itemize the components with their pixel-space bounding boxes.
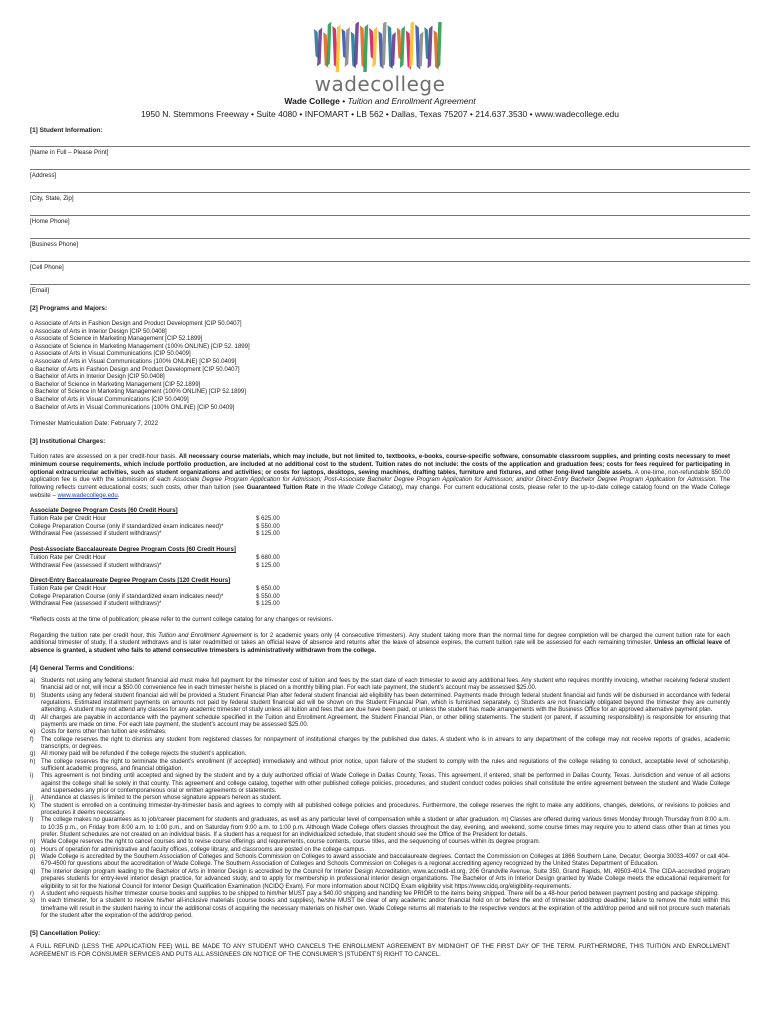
cost-item: Tuition Rate per Credit Hour <box>30 515 106 523</box>
term-text: The college reserves the right to terminate the student’s enrollment (if accepted) immediately and without prior notice, upon failure of the student to comply with the rules and regulations of the college relating to conduct, acceptable level of scholarship, sufficient academic progress, and financial obligation. <box>41 758 730 773</box>
cost-item: College Preparation Course (only if standardized exam indicates need)* <box>30 522 224 530</box>
cost-item: Withdrawal Fee (assessed if student withdraws)* <box>30 530 162 538</box>
program-option[interactable]: o Associate of Arts in Visual Communications (100% ONLINE) [CIP 50.0409] <box>30 357 237 365</box>
term-letter: g) <box>30 751 36 758</box>
cancellation-heading: [5] Cancellation Policy: <box>30 930 101 938</box>
student-info-field[interactable] <box>30 186 730 209</box>
term-letter: p) <box>30 854 36 861</box>
term-item <box>30 773 730 795</box>
term-item <box>30 817 730 839</box>
term-letter: b) <box>30 692 36 699</box>
cost-amount: $ 125.00 <box>256 600 280 608</box>
term-item <box>30 751 730 758</box>
cost-amount: $ 680.00 <box>256 553 280 561</box>
student-info-field[interactable] <box>30 209 730 232</box>
wade-college-logo <box>300 22 460 94</box>
term-text: A student who requests his/her trimester course books and supplies to be shipped to him/her MUST pay a $40.00 shipping and handling fee PRIOR to the items being shipped. There will be a 48-hour period between payment posting and package shipping. <box>41 890 719 897</box>
field-label: [Cell Phone] <box>30 264 64 271</box>
term-item <box>30 869 730 891</box>
student-info-field[interactable] <box>30 140 730 163</box>
logo-stripe <box>437 22 442 69</box>
term-item <box>30 759 730 774</box>
field-line <box>30 284 750 285</box>
program-option[interactable]: o Associate of Science in Marketing Management (100% ONLINE) [CIP 52. 1899] <box>30 342 250 350</box>
cost-row <box>30 530 290 538</box>
cost-table-heading: Direct-Entry Baccalaureate Degree Program Costs [120 Credit Hours] <box>30 577 231 585</box>
website-link[interactable]: www.wadecollege.edu <box>57 491 118 499</box>
term-letter: r) <box>30 890 34 897</box>
student-info-field[interactable] <box>30 232 730 255</box>
cost-row <box>30 585 290 593</box>
term-letter: o) <box>30 846 36 853</box>
student-info-heading: [1] Student Information: <box>30 127 103 134</box>
cost-amount: $ 550.00 <box>256 522 280 530</box>
cost-item: Withdrawal Fee (assessed if student withdraws)* <box>30 561 162 569</box>
terms-heading: [4] General Terms and Conditions: <box>30 664 135 672</box>
term-text: Students not using any federal student financial aid must make full payment for the trimester cost of tuition and fees by the start date of each trimester to avoid any additional fees. Any student who requires monthly invoicing, whether receiving federal student financial aid or not, will incur a $50.00 convenience fee in each trimester he/she is placed on a monthly billing plan. For each late payment, the student’s account may be assessed $25.00. <box>41 677 730 692</box>
term-item <box>30 678 730 693</box>
program-option[interactable]: o Bachelor of Arts in Interior Design [CIP 50.0408] <box>30 373 165 381</box>
term-text: The college makes no guarantees as to job/career placement for students and graduates, as well as any particular level of compensation while a student or after graduation. m) Classes are offered during various times Monday through Thursday from 8:00 a.m. to 10:35 p.m., on Friday from 8:00 a.m. to 1:00 p.m., and on Saturday from 9:00 a.m. to 1:00 p.m. Although Wade College offers classes throughout the day, evening, and weekend, some course times may require you to attend class other than at times you prefer. Student schedules are not created on an individual basis. If a student has a request for an individualized schedule, that student should see the Office of the President for details. <box>41 817 730 839</box>
programs-heading: [2] Programs and Majors: <box>30 305 108 312</box>
cost-amount: $ 125.00 <box>256 561 280 569</box>
term-text: Attendance at classes is limited to the person whose signature appears hereon as student. <box>41 795 282 802</box>
program-option[interactable]: o Bachelor of Science in Marketing Management (100% ONLINE) [CIP 52.1899] <box>30 388 246 396</box>
term-text: The interior design program leading to the Bachelor of Arts in Interior Design is accredited by the Council for Interior Design Accreditation, www.accredit-id.org, 206 Grandville Avenue, Suite 350, Grand Rapids, MI, 49503-4014. The CIDA-accredited program prepares students for entry-level interior design practice, for advanced study, and to apply for membership in professional interior design organizations. The Bachelor of Arts in Interior Design granted by Wade College meets the educational requirement for eligibility to sit for the National Council for Interior Design Qualification Examination (NCIDQ Exam). For more information about NCIDQ Exam eligibility visit https://www.cidq.org/eligibility-requirements. <box>41 868 730 890</box>
term-letter: f) <box>30 736 34 743</box>
cost-item: Tuition Rate per Credit Hour <box>30 584 106 592</box>
program-option[interactable]: o Bachelor of Arts in Visual Communications (100% ONLINE) [CIP 50.0409] <box>30 403 235 411</box>
student-info-fields <box>30 140 730 301</box>
term-item <box>30 693 730 715</box>
charges-heading: [3] Institutional Charges: <box>30 438 106 446</box>
matriculation-date: Trimester Matriculation Date: February 7, 2022 <box>30 420 159 428</box>
term-item <box>30 891 730 898</box>
field-line <box>30 261 750 262</box>
field-line <box>30 215 750 216</box>
cost-blocks <box>30 507 730 608</box>
document-title-line: Wade College • Tuition and Enrollment Agreement <box>284 96 476 106</box>
term-text: The student is enrolled on a continuing trimester-by-trimester basis and agrees to comply with all published college policies and procedures. Furthermore, the college reserves the right to make any additions, changes, deletions, or revisions to policies and procedures it deems necessary. <box>41 802 730 817</box>
term-text: Costs for items other than tuition are estimates. <box>41 729 167 736</box>
program-option[interactable]: o Associate of Arts in Fashion Design and Product Development [CIP 50.0407] <box>30 320 242 327</box>
cost-item: College Preparation Course (only if standardized exam indicates need)* <box>30 592 224 600</box>
tuition-guarantee: Regarding the tuition rate per credit hour, this Tuition and Enrollment Agreement is for 2 academic years only (4 consecutive trimesters). Any student taking more than the normal time for degree completion will be charged the current tuition rate for each additional trimester of study. If a student withdraws and is later readmitted or takes an official leave of absence and returns after the leave of absence expires, the current tuition rate will be assessed for each remaining trimester. Unless an official leave of absence is granted, a student who fails to attend consecutive trimesters is administratively withdrawn from the college. <box>30 631 731 655</box>
cost-row <box>30 562 290 570</box>
term-letter: n) <box>30 839 36 846</box>
program-option[interactable]: o Associate of Science in Marketing Management [CIP 52.1899] <box>30 335 203 343</box>
programs-list <box>30 320 730 411</box>
address-line: 1950 N. Stemmons Freeway • Suite 4080 • INFOMART • LB 562 • Dallas, Texas 75207 • 214.637.3530 • www.wadecollege.edu <box>140 109 620 119</box>
term-text: Students using any federal student financial aid will be provided a Student Financial Plan after federal student financial aid eligibility has been determined. Payments made through federal student financial aid funds will be disbursed in accordance with federal regulations. Estimated installment payments on amounts not paid by federal student financial aid will be shown on the Student Financial Plan, which is furnished separately. c) Students are not financially obligated beyond the trimester they are currently attending. A student may not attend any classes for any academic trimester of study unless all tuition and fees that are due have been paid, or unless the student has made arrangements with the Business Office for an approved alternative payment plan. <box>41 692 730 714</box>
costs-footnote: *Reflects costs at the time of publication; please refer to the current college catalog for any changes or revisions. <box>30 616 334 624</box>
term-text: Hours of operation for administrative and faculty offices, college library, and classrooms are posted on the college campus. <box>41 846 366 853</box>
cost-amount: $ 550.00 <box>256 592 280 600</box>
term-item <box>30 729 730 736</box>
term-item <box>30 854 730 869</box>
term-letter: q) <box>30 868 36 875</box>
student-info-field[interactable] <box>30 255 730 278</box>
term-letter: j) <box>30 795 34 802</box>
cost-table <box>30 546 290 569</box>
cost-row <box>30 523 290 531</box>
field-label: [Name in Full – Please Print] <box>30 149 109 156</box>
program-option[interactable]: o Bachelor of Arts in Visual Communications [CIP 50.0409] <box>30 395 189 403</box>
field-line <box>30 238 750 239</box>
logo-stripes-graphic <box>310 22 450 72</box>
term-text: In each trimester, for a student to receive his/her all-inclusive materials (course books and supplies), he/she MUST be clear of any academic and/or financial hold on or before the end of trimester add/drop deadline; failure to remove the hold within this timeframe will result in the student having to incur the additional costs of acquiring the necessary materials on his/her own. Wade College returns all materials to the respective vendors at the expiration of the add/drop period and will not procure such materials for the student after the expiration of the add/drop period. <box>41 898 730 919</box>
agreement-page <box>30 8 730 959</box>
term-letter: h) <box>30 758 36 765</box>
student-info-field[interactable] <box>30 278 730 301</box>
cost-amount: $ 650.00 <box>256 584 280 592</box>
field-line <box>30 192 750 193</box>
program-option[interactable]: o Associate of Arts in Visual Communications [CIP 50.0409] <box>30 350 191 358</box>
student-info-field[interactable] <box>30 163 730 186</box>
cost-row <box>30 554 290 562</box>
cost-row <box>30 515 290 523</box>
cost-table <box>30 577 290 608</box>
term-item <box>30 847 730 854</box>
term-text: The college reserves the right to dismiss any student from registered classes for nonpayment of institutional charges by the published due dates. A student who is in arrears to any department of the college may not receive reports of grades, academic transcripts, or degrees. <box>41 736 730 750</box>
cost-row <box>30 600 290 608</box>
cost-table-heading: Associate Degree Program Costs [60 Credit Hours] <box>30 507 178 515</box>
college-name: Wade College <box>284 96 340 106</box>
cost-amount: $ 625.00 <box>256 515 280 523</box>
charges-intro: Tuition rates are assessed on a per credit-hour basis. All necessary course materials, which may include, but not limited to, textbooks, e-books, course-specific software, consumable classroom supplies, and printing costs necessary to meet minimum course requirements, which include portfolio production, are included at no additional cost to the student. Tuition rates do not include: the costs of the application and graduation fees; costs for fees required for participating in optional extracurricular activities, such as student organizations and activities; or costs for laptops, desktops, sewing machines, drafting tables, furniture and fixtures, and other long-lived tangible assets. A one-time, non-refundable $50.00 application fee is due with the submission of each Associate Degree Program Application for Admission; Post-Associate Bachelor Degree Program Application for Admission; and/or Direct-Entry Bachelor Degree Program Application for Admission. The following reflects current educational costs; such costs, other than tuition (see Guaranteed Tuition Rate in the Wade College Catalog), may change. For current educational costs, please refer to the up-to-date college catalog found on the Wade College website – www.wadecollege.edu. <box>30 453 731 499</box>
term-item <box>30 737 730 752</box>
term-text: All money paid will be refunded if the college rejects the student’s application. <box>41 751 247 758</box>
term-text: All charges are payable in accordance with the payment schedule specified in the Tuition and Enrollment Agreement, the Student Financial Plan, or other billing statements. The student (or parent, if assuming responsibility) is responsible for ensuring that payments are made on time. For each late payment, the student’s account may be assessed $25.00. <box>41 714 730 728</box>
term-letter: s) <box>30 898 35 905</box>
term-text: Wade College is accredited by the Southern Association of Colleges and Schools Commission on Colleges to award associate and baccalaureate degrees. Contact the Commission on Colleges at 1866 Southern Lane, Decatur, Georgia 30033-4097 or call 404-679-4500 for questions about the accreditation of Wade College. The Southern Association of Colleges and Schools Commission on Colleges is a regional accrediting agency recognized by the United States Department of Education. <box>41 854 730 868</box>
cost-amount: $ 125.00 <box>256 530 280 538</box>
field-line <box>30 146 750 147</box>
cost-table-heading: Post-Associate Baccalaureate Degree Program Costs [60 Credit Hours] <box>30 546 236 554</box>
term-letter: a) <box>30 677 36 684</box>
term-letter: e) <box>30 729 36 736</box>
field-label: [Email] <box>30 287 49 294</box>
term-letter: l) <box>30 817 34 824</box>
program-option[interactable]: o Associate of Arts in Interior Design [CIP 50.0408] <box>30 327 167 335</box>
logo-wordmark: wadecollege <box>314 72 446 96</box>
program-option[interactable]: o Bachelor of Science in Marketing Management [CIP 52.1899] <box>30 380 201 388</box>
term-item <box>30 715 730 730</box>
field-label: [Business Phone] <box>30 241 79 248</box>
cost-item: Withdrawal Fee (assessed if student withdraws)* <box>30 600 162 608</box>
terms-list <box>30 678 730 920</box>
cost-table <box>30 507 290 538</box>
term-text: This agreement is not binding until accepted and signed by the student and by a duly authorized official of Wade College in Dallas County, Texas. This agreement, if entered, shall be performed in Dallas County, Texas. Jurisdiction and venue of all actions against the college shall lie solely in that county. This agreement and college catalog, together with other published college policies, procedures, and student conduct codes policies shall constitute the entire agreement between the student and Wade College and supersedes any prior or contemporaneous oral or written agreements or statements. <box>41 773 730 795</box>
cancellation-text: A FULL REFUND (LESS THE APPLICATION FEE) WILL BE MADE TO ANY STUDENT WHO CANCELS THE ENROLLMENT AGREEMENT BY MIDNIGHT OF THE FIRST DAY OF THE TERM. FURTHERMORE, THIS TUITION AND ENROLLMENT AGREEMENT IS FOR CONSUMER SERVICES AND PUTS ALL ASSIGNEES ON NOTICE OF THE CONSUMER’S [STUDENT’S] RIGHT TO CANCEL. <box>30 943 730 958</box>
field-label: [Address] <box>30 172 57 179</box>
field-line <box>30 169 750 170</box>
term-text: Wade College reserves the right to cancel courses and to revise course offerings and requirements, course contents, course titles, and the sequencing of courses within its degree program. <box>41 839 541 846</box>
term-letter: k) <box>30 802 35 809</box>
document-title: Tuition and Enrollment Agreement <box>347 96 476 106</box>
term-item <box>30 898 730 920</box>
cost-row <box>30 593 290 601</box>
program-option[interactable]: o Bachelor of Arts in Fashion Design and Product Development [CIP 50.0407] <box>30 365 240 373</box>
field-label: [Home Phone] <box>30 218 70 225</box>
field-label: [City, State, Zip] <box>30 195 74 202</box>
term-letter: d) <box>30 714 36 721</box>
cost-item: Tuition Rate per Credit Hour <box>30 553 106 561</box>
term-item <box>30 795 730 802</box>
term-letter: i) <box>30 773 34 780</box>
term-item <box>30 839 730 846</box>
term-item <box>30 803 730 818</box>
